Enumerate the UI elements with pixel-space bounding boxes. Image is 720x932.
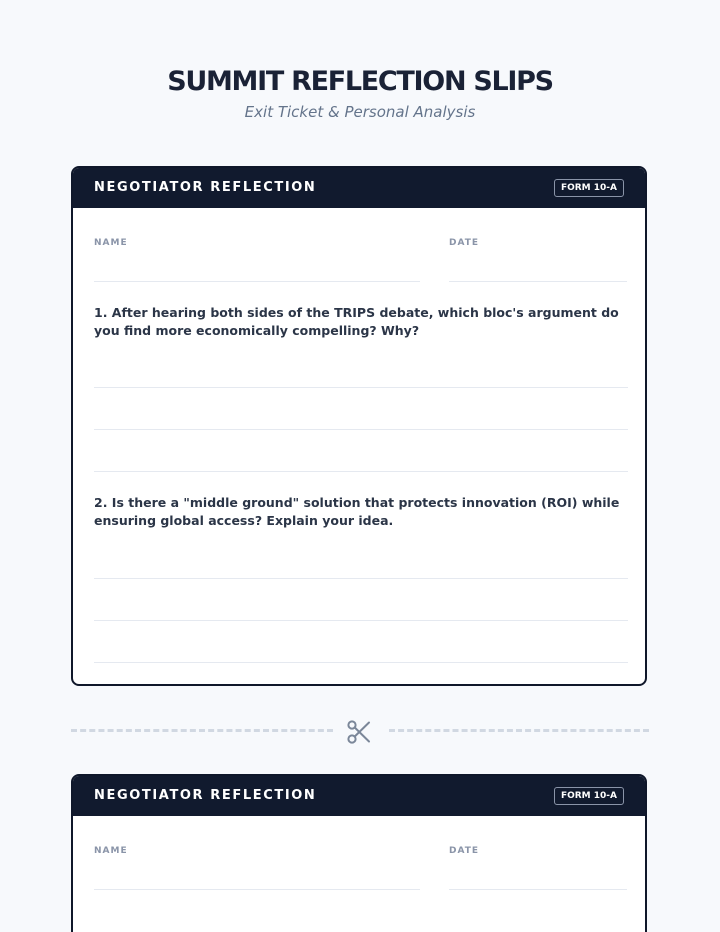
slip-title: NEGOTIATOR REFLECTION bbox=[94, 180, 317, 195]
dashed-cut-line bbox=[389, 729, 649, 732]
cut-divider bbox=[71, 716, 649, 746]
name-field[interactable] bbox=[94, 281, 420, 282]
date-field[interactable] bbox=[449, 281, 627, 282]
answer-line[interactable] bbox=[94, 662, 628, 663]
name-label: NAME bbox=[94, 846, 128, 856]
dashed-cut-line bbox=[71, 729, 333, 732]
answer-line[interactable] bbox=[94, 620, 628, 621]
slip-title: NEGOTIATOR REFLECTION bbox=[94, 788, 317, 803]
answer-line[interactable] bbox=[94, 578, 628, 579]
page-title: SUMMIT REFLECTION SLIPS bbox=[167, 66, 553, 97]
date-field[interactable] bbox=[449, 889, 627, 890]
date-label: DATE bbox=[449, 238, 480, 248]
answer-line[interactable] bbox=[94, 429, 628, 430]
question-2: 2. Is there a "middle ground" solution that protects innovation (ROI) while ensuring global access? Explain your idea. bbox=[94, 495, 620, 528]
page-subtitle: Exit Ticket & Personal Analysis bbox=[244, 103, 476, 121]
reflection-slip bbox=[71, 166, 647, 686]
question-1: 1. After hearing both sides of the TRIPS debate, which bloc's argument do you find more economically compelling? Why? bbox=[94, 305, 619, 338]
answer-line[interactable] bbox=[94, 471, 628, 472]
form-code-badge: FORM 10-A bbox=[554, 179, 624, 197]
scissors-icon bbox=[346, 719, 372, 745]
slip-header bbox=[73, 168, 645, 208]
name-field[interactable] bbox=[94, 889, 420, 890]
reflection-slip bbox=[71, 774, 647, 932]
slip-header bbox=[73, 776, 645, 816]
answer-line[interactable] bbox=[94, 387, 628, 388]
name-label: NAME bbox=[94, 238, 128, 248]
form-code-badge: FORM 10-A bbox=[554, 787, 624, 805]
date-label: DATE bbox=[449, 846, 480, 856]
